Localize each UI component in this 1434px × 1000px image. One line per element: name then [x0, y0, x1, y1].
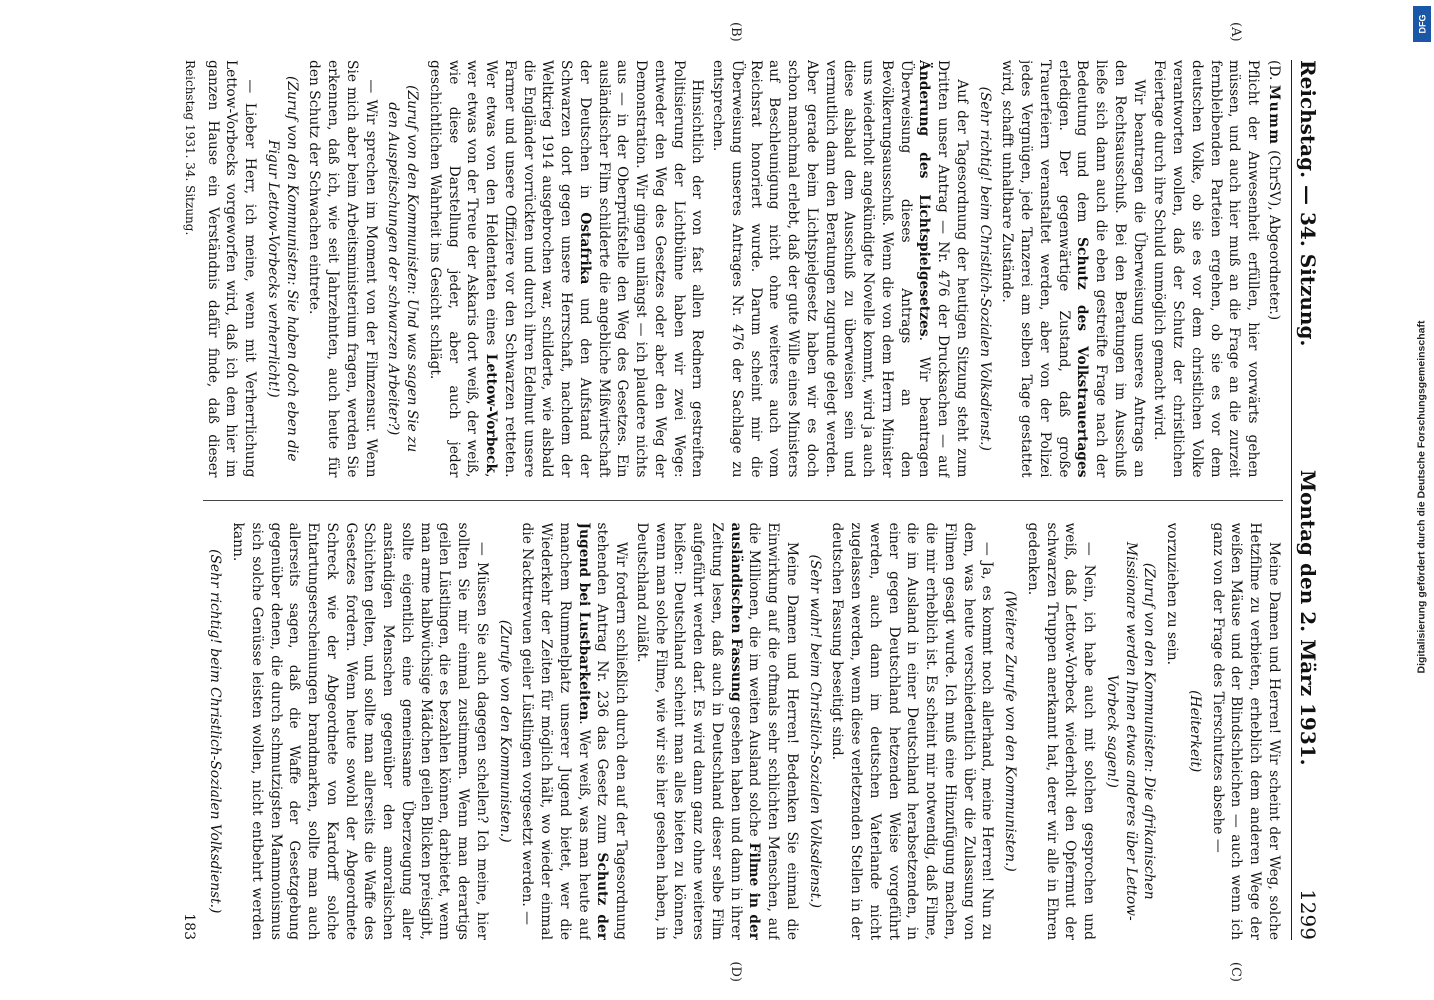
dfg-logo: DFG: [1413, 6, 1431, 42]
margin-mark-a: (A): [1228, 22, 1243, 42]
paragraph: — Müssen Sie auch dagegen schellen? Ich meine, hier sollten Sie mir einmal zustimmen. Wenn man derartigs geilen Lüstlingen, die es bezahlen können, darbietet, wenn man arme halbwüchsige Mädchen geilen Blicken preisgibt, sollte eigentlich eine gemeinsame Überzeugung aller anständigen Menschen gegenüber den amoralischen Schichten gelten, und sollte man allerseits die Waffe des Gesetzes fordern. Wenn heute sowohl der Abgeordnete Schreck wie der Abgeordnete von Kardorff solche Entartungserscheinungen brandmarken, sollte man auch allerseits sagen, daß die Waffe der Gesetzgebung gegenüber denen, die durch schmutzigsten Mammonismus sich solche Genüsse leisten wollen, nicht entbehrt werden kann.: [230, 522, 490, 940]
interjection: (Zurufe von den Kommunisten.): [496, 619, 513, 843]
scanned-page: [80, 0, 1340, 1000]
column-rule: [203, 500, 1283, 501]
left-column: [203, 60, 1283, 478]
paragraph: — Lieber Herr, ich meine, wenn mit Verherrlichung Lettow-Vorbecks vorgeworfen wird, daß ich dem hier im ganzen Hause ein Verständnis dafür finde, daß dieser: [204, 60, 259, 478]
signature-mark: 183: [181, 913, 197, 940]
margin-mark-b: (B): [728, 22, 743, 42]
speaker-line: (D. Mumm (ChrSV), Abgeordneter.): [1266, 60, 1282, 321]
text-columns: [203, 22, 1283, 982]
header-left: Reichstag. — 34. Sitzung.: [1296, 60, 1320, 347]
interjection: (Zuruf von den Kommunisten: Und was sagen Sie zu den Auspeitschungen der schwarzen Arbeiter?): [385, 85, 421, 453]
paragraph: Pflicht der Anwesenheit erfüllen, hier vorwärts gehen müssen, und auch hier muß an die Frage an die zurzeit fernbleibenden Parteien ergehen, ob sie es vor dem deutschen Volke, ob sie es vor dem christlichen Volke verantworten wollen, daß der Schutz der christlichen Feiertage durch ihre Schuld unmöglich gemacht wird.: [1151, 60, 1262, 478]
paragraph: Auf der Tagesordnung der heutigen Sitzung steht zum Dritten unser Antrag — Nr. 476 der Drucksachen — auf Änderung des Lichtspielgesetzes. Wir beantragen Überweisung dieses Antrags an den Bevölkerungsausschuß. Wenn die von dem Herrn Minister uns wiederholt angekündigte Novelle kommt, wird ja auch diese alsbald dem Ausschuß zu überweisen sein und vermutlich dann den Beratungen zugrunde gelegt werden. Aber gerade beim Lichtspielgesetz haben wir es doch schon manchmal erlebt, daß der gute Wille eines Ministers auf Beschleunigung nicht ohne weiteres auch vom Reichsrat honoriert wurde. Darum scheint mir die Überweisung unseres Antrages Nr. 476 der Sachlage zu entsprechen.: [710, 60, 970, 478]
digitization-credit: [1410, 12, 1432, 982]
header-center: Montag den 2. März 1931.: [1296, 469, 1320, 766]
paragraph: vorzuziehen zu sein.: [1164, 522, 1181, 665]
paragraph: — Ja, es kommt noch allerhand, meine Herren! Nun zu dem, was heute verschiedentlich über die Zulassung von Filmen gesagt wurde. Ich muß eine Hinzufügung machen, die mir erheblich ist. Es scheint mir notwendig, daß Filme, die im Ausland in einer Deutschland herabsetzenden, in einer gegen Deutschland hetzenden Weise vorgeführt werden, auch dann im deutschen Vaterlande nicht zugelassen werden, wenn diese verletzenden Stellen in der deutschen Fassung beseitigt sind.: [829, 522, 996, 940]
page-footer: [181, 60, 197, 940]
interjection: (Zuruf von den Kommunisten: Sie haben doch eben die Figur Lettow-Vorbecks verherrlicht!): [265, 75, 300, 462]
interjection: (Zuruf von den Kommunisten: Die afrikanischen Missionare werden Ihnen etwas anderes über Lettow-Vorbeck sagen!): [1104, 541, 1158, 921]
page-number: 1299: [1296, 889, 1320, 940]
interjection: (Weitere Zurufe von den Kommunisten.): [1002, 590, 1019, 872]
right-column: [203, 523, 1283, 941]
paragraph: Wir fordern schließlich durch den auf der Tagesordnung stehenden Antrag Nr. 236 das Gesetz zum Schutz der Jugend bei Lustbarkeiten. Wer weiß, was man heute auf manchem Rummelplatz unserer Jugend bietet, wer die Wiederkehr der Zeiten für möglich hält, wo wieder einmal die Nackttrevuen geiler Lüstlingen vorgesetzt werden. —: [519, 522, 630, 940]
paragraph: Wir beantragen die Überweisung unseres Antrags an den Rechtsausschuß. Bei den Beratungen im Ausschuß ließe sich dann auch die eben gestreifte Frage nach der Bedeutung und dem Schutz des Volkstrauertages erledigen. Der gegenwärtige Zustand, daß große Trauerfeiern veranstaltet werden, aber von der Polizei jedes Vergnügen, jede Tanzerei am selben Tage gestattet wird, schafft unhaltbare Zustände.: [999, 60, 1147, 478]
paragraph: — Nein, ich habe auch mit solchen gesprochen und weiß, daß Lettow-Vorbeck wiederholt den Opfermut der schwarzen Truppen anerkannt hat, derer wir alle in Ehren gedenken.: [1025, 522, 1098, 940]
footer-left: Reichstag 1931. 34. Sitzung.: [183, 60, 197, 236]
margin-mark-c: (C): [1228, 961, 1243, 982]
paragraph: Hinsichtlich der von fast allen Rednern gestreiften Politisierung der Lichtbühne haben wir zwei Wege: entweder den Weg des Gesetzes oder aber den Weg der Demonstration. Wir gingen unlängst — ich plaudere nichts aus — in der Oberprüfstelle den Weg des Gesetzes. Ein ausländischer Film schilderte die angebliche Mißwirtschaft der Deutschen in Ostafrika und den Aufstand der Schwarzen dort gegen unsere Herrschaft, nachdem der Weltkrieg 1914 ausgebrochen war, schilderte, wie alsbald die Engländer vorrückten und durch ihren Edelmut unsere Farmer und unsere Offiziere vor den Schwarzen retteten. Wer etwas von den Heldentaten eines Lettow-Vorbeck, wer etwas von der Treue der Askaris dort weiß, der weiß, wie diese Darstellung jeder, aber auch jeder geschichtlichen Wahrheit ins Gesicht schlägt.: [427, 60, 706, 478]
interjection: (Sehr richtig! beim Christlich-Sozialen Volksdienst.): [207, 549, 224, 914]
interjection: (Sehr wahr! beim Christlich-Sozialen Volksdienst.): [806, 554, 823, 908]
interjection: (Heiterkeit): [1187, 690, 1203, 773]
credit-text: Digitalisierung gefördert durch die Deutsche Forschungsgemeinschaft: [1415, 320, 1428, 674]
paragraph: — Wir sprechen im Moment von der Filmzensur. Wenn Sie mich aber beim Arbeitsministerium fragen, werden Sie erkennen, daß ich, wie seit Jahrzehnten, auch heute für den Schutz der Schwachen eintrete.: [306, 60, 379, 478]
speaker-name: Mumm: [1266, 84, 1282, 146]
interjection: (Sehr richtig! beim Christlich-Sozialen Volksdienst.): [976, 86, 993, 451]
margin-mark-d: (D): [728, 961, 743, 982]
paragraph: Meine Damen und Herren! Bedenken Sie einmal die Einwirkung auf die oftmals sehr schlichten Menschen, auf die Millionen, die im weiten Ausland solche Filme in der ausländischen Fassung gesehen haben und dann in ihrer Zeitung lesen, daß auch in Deutschland dieser selbe Film aufgeführt werden darf. Es wird dann ganz ohne weiteres heißen: Deutschland scheint man alles bieten zu können, wenn man solche Filme, wie wir sie hier gesehen haben, in Deutschland zuläßt.: [634, 522, 800, 940]
paragraph: Meine Damen und Herren! Wir scheint der Weg, solche Hetzfilme zu verbieten, erheblich dem anderen Wege der weißen Mäuse und der Blindschleichen — auch wenn ich ganz von der Frage des Tierschutzes absehe —: [1209, 522, 1282, 940]
running-head: [1291, 60, 1320, 940]
